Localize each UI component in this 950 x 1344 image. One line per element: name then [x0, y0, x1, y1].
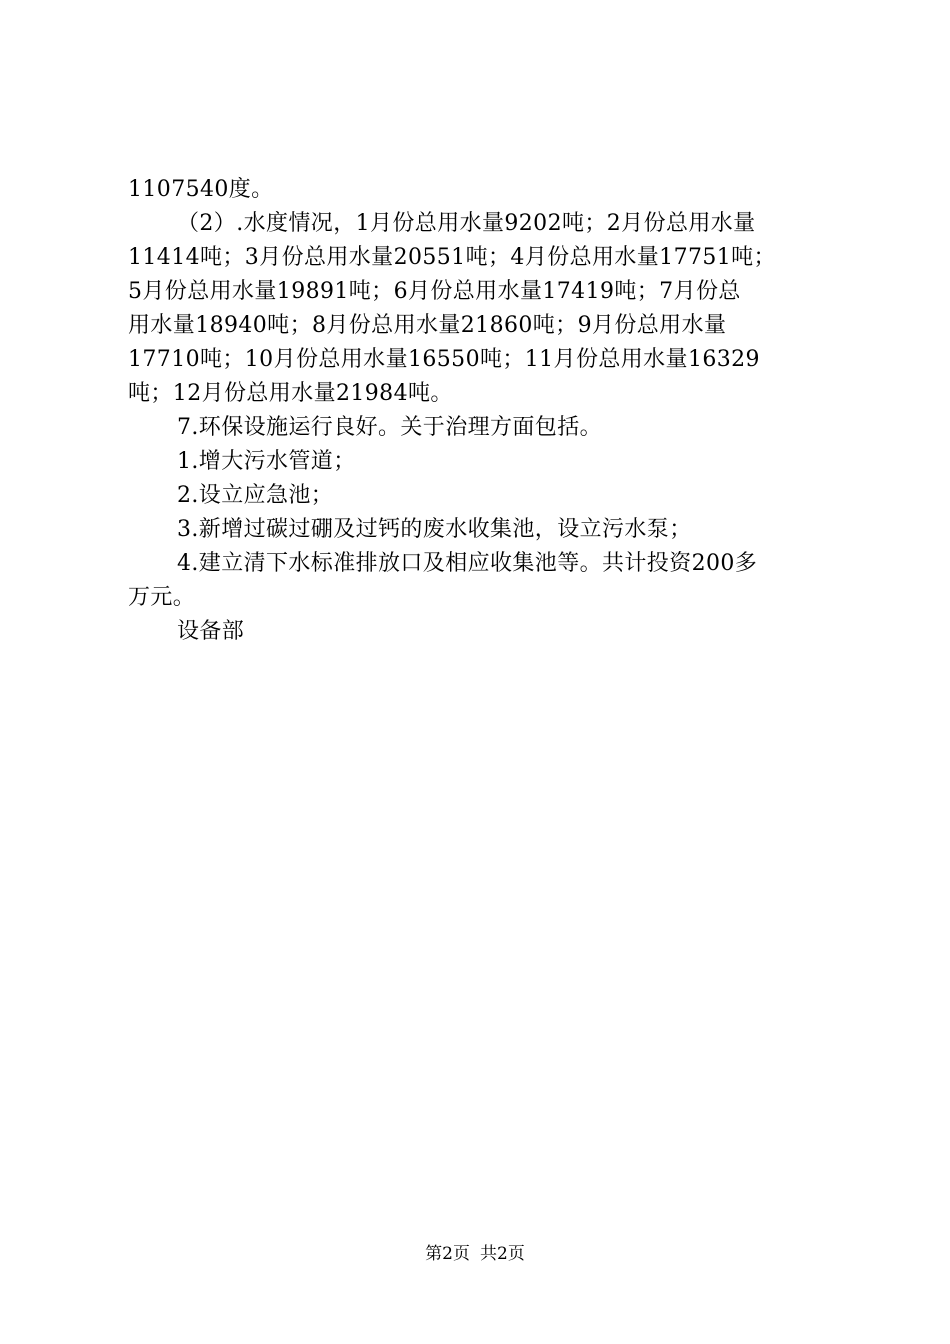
list-item [128, 547, 838, 615]
water-usage-paragraph [128, 207, 838, 411]
list-item [128, 445, 838, 479]
page-number-total: 共2页 [480, 1244, 525, 1264]
text-line: 吨；12月份总用水量21984吨。 [128, 381, 453, 406]
text-line: （2）.水度情况，1月份总用水量9202吨；2月份总用水量 [177, 211, 756, 236]
list-item [128, 513, 838, 547]
page-number-current: 第2页 [425, 1244, 470, 1264]
page-footer [0, 1243, 950, 1265]
document-body [128, 173, 838, 649]
text-line: 2.设立应急池； [177, 483, 334, 508]
list-item [128, 479, 838, 513]
text-line: 5月份总用水量19891吨；6月份总用水量17419吨；7月份总 [128, 279, 741, 304]
electricity-total-line [128, 173, 838, 207]
text-line: 设备部 [177, 619, 245, 644]
text-line: 用水量18940吨；8月份总用水量21860吨；9月份总用水量 [128, 313, 727, 338]
text-line: 11414吨；3月份总用水量20551吨；4月份总用水量17751吨； [128, 245, 776, 270]
text-line: 3.新增过碳过硼及过钙的废水收集池，设立污水泵； [177, 517, 692, 542]
text-line: 万元。 [128, 585, 196, 610]
text-line: 1107540度。 [128, 177, 274, 202]
text-line: 1.增大污水管道； [177, 449, 356, 474]
environmental-facilities-paragraph [128, 411, 838, 445]
text-line: 4.建立清下水标准排放口及相应收集池等。共计投资200多 [177, 551, 758, 576]
text-line: 7.环保设施运行良好。关于治理方面包括。 [177, 415, 602, 440]
text-line: 17710吨；10月份总用水量16550吨；11月份总用水量16329 [128, 347, 760, 372]
signature-department [128, 615, 838, 649]
